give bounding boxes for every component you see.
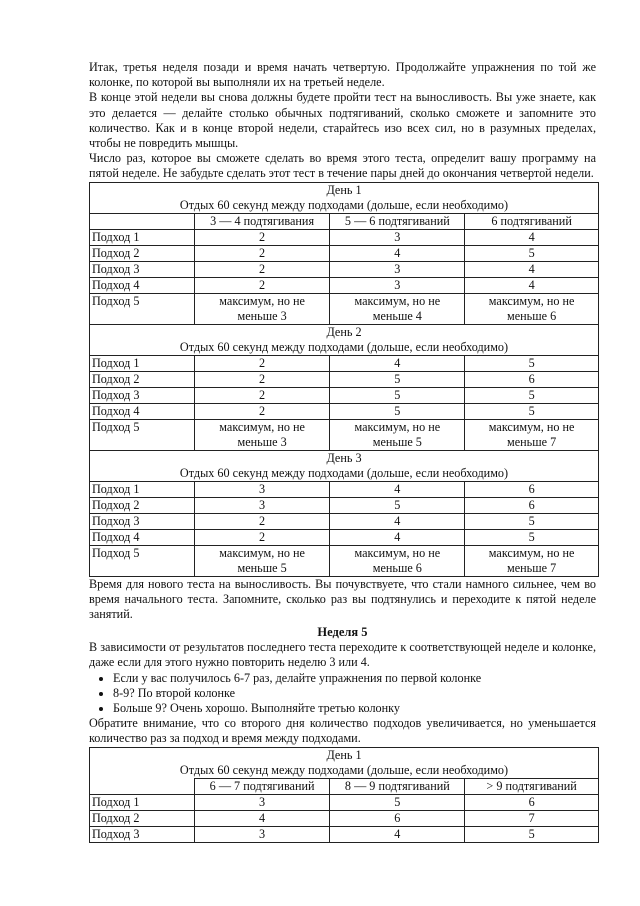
max-prefix: максимум, но не [354, 419, 441, 434]
intro-paragraph-2: В конце этой недели вы снова должны будете пройти тест на выносливость. Вы уже знаете, как это делается — делайте столько обычных подтягиваний, сколько сможете и запомните это количество. Как и в конце второй недели, старайтесь изо всех сил, но в разумных пределах, чтобы не повредить мышцы. [89, 90, 596, 151]
intro-paragraph-3: Число раз, которое вы сможете сделать во время этого теста, определит вашу программу на пятой неделе. Не забудьте сделать этот тест в течение пары дней до окончания четвертой недели. [89, 151, 596, 181]
table-row [90, 293, 599, 324]
set-label: Подход 4 [90, 529, 195, 545]
min-reps: меньше 5 [237, 560, 287, 575]
page [89, 60, 596, 843]
rep-count: 3 [194, 826, 330, 842]
day-title: День 3 [90, 450, 599, 466]
week4-table [89, 182, 599, 577]
min-reps: меньше 7 [507, 434, 557, 449]
set-label: Подход 1 [90, 481, 195, 497]
set-label: Подход 2 [90, 245, 195, 261]
bullet-item: • 8-9? По второй колонке [113, 686, 596, 701]
rep-count: 5 [465, 245, 599, 261]
column-header: 6 — 7 подтягиваний [194, 778, 330, 794]
max-prefix: максимум, но не [354, 293, 441, 308]
rep-count: 2 [194, 371, 330, 387]
max-prefix: максимум, но не [354, 545, 441, 560]
min-reps: меньше 6 [372, 560, 422, 575]
table-row [90, 497, 599, 513]
table-row [90, 529, 599, 545]
table-row [90, 245, 599, 261]
rep-count: 3 [330, 261, 465, 277]
rep-count: 6 [465, 497, 599, 513]
rep-count: 5 [330, 794, 465, 810]
rep-count: 2 [194, 387, 330, 403]
rep-count: 5 [465, 387, 599, 403]
bullet-item: • Если у вас получилось 6-7 раз, делайте упражнения по первой колонке [113, 671, 596, 686]
rest-note: Отдых 60 секунд между подходами (дольше, если необходимо) [90, 340, 599, 356]
max-reps-cell [194, 545, 330, 576]
table-row [90, 794, 599, 810]
table-row [90, 229, 599, 245]
set-label: Подход 2 [90, 497, 195, 513]
min-reps: меньше 3 [237, 434, 287, 449]
table-row [90, 513, 599, 529]
rep-count: 5 [330, 371, 465, 387]
empty-header-cell [90, 213, 195, 229]
min-reps: меньше 7 [507, 560, 557, 575]
rep-count: 5 [465, 826, 599, 842]
rep-count: 6 [465, 481, 599, 497]
column-header: 3 — 4 подтягивания [194, 213, 330, 229]
rep-count: 3 [194, 497, 330, 513]
table-row [90, 261, 599, 277]
max-reps-cell [194, 419, 330, 450]
rest-note: Отдых 60 секунд между подходами (дольше, если необходимо) [90, 466, 599, 482]
rep-count: 2 [194, 229, 330, 245]
table-row [90, 387, 599, 403]
max-reps-cell [465, 419, 599, 450]
table-row [90, 810, 599, 826]
rep-count: 5 [465, 355, 599, 371]
rep-count: 4 [330, 481, 465, 497]
set-label: Подход 4 [90, 403, 195, 419]
max-reps-cell [330, 419, 465, 450]
rep-count: 2 [194, 513, 330, 529]
column-header: > 9 подтягиваний [465, 778, 599, 794]
table-row [90, 277, 599, 293]
set-label: Подход 1 [90, 794, 195, 810]
rep-count: 4 [465, 229, 599, 245]
rest-note: Отдых 60 секунд между подходами (дольше, если необходимо) [90, 763, 599, 779]
rep-count: 3 [330, 229, 465, 245]
day-title: День 1 [90, 182, 599, 198]
week5-note: Обратите внимание, что со второго дня количество подходов увеличивается, но уменьшается количество раз за подход и время между подходами. [89, 716, 596, 746]
max-prefix: максимум, но не [488, 293, 575, 308]
table-row [90, 371, 599, 387]
rep-count: 6 [465, 794, 599, 810]
rep-count: 3 [194, 794, 330, 810]
max-reps-cell [465, 545, 599, 576]
rep-count: 7 [465, 810, 599, 826]
level-bullets [89, 671, 596, 717]
max-reps-cell [330, 293, 465, 324]
rep-count: 4 [330, 826, 465, 842]
set-label: Подход 3 [90, 387, 195, 403]
set-label: Подход 3 [90, 826, 195, 842]
max-reps-cell [330, 545, 465, 576]
bullet-item: • Больше 9? Очень хорошо. Выполняйте третью колонку [113, 701, 596, 716]
rep-count: 2 [194, 355, 330, 371]
rep-count: 4 [465, 277, 599, 293]
rep-count: 5 [465, 513, 599, 529]
day-title: День 2 [90, 324, 599, 340]
set-label: Подход 2 [90, 810, 195, 826]
empty-header-cell [90, 778, 195, 794]
rep-count: 5 [330, 387, 465, 403]
min-reps: меньше 6 [507, 308, 557, 323]
min-reps: меньше 4 [372, 308, 422, 323]
set-label: Подход 3 [90, 261, 195, 277]
rep-count: 2 [194, 245, 330, 261]
set-label: Подход 4 [90, 277, 195, 293]
rest-note: Отдых 60 секунд между подходами (дольше, если необходимо) [90, 198, 599, 214]
table-row [90, 545, 599, 576]
set-label: Подход 2 [90, 371, 195, 387]
max-prefix: максимум, но не [488, 545, 575, 560]
max-prefix: максимум, но не [219, 293, 305, 308]
rep-count: 2 [194, 529, 330, 545]
column-header: 6 подтягиваний [465, 213, 599, 229]
rep-count: 5 [465, 403, 599, 419]
rep-count: 5 [330, 497, 465, 513]
min-reps: меньше 3 [237, 308, 287, 323]
rep-count: 4 [330, 245, 465, 261]
max-reps-cell [194, 293, 330, 324]
max-prefix: максимум, но не [488, 419, 575, 434]
column-header: 5 — 6 подтягиваний [330, 213, 465, 229]
table-row [90, 419, 599, 450]
rep-count: 4 [330, 513, 465, 529]
rep-count: 3 [194, 481, 330, 497]
max-prefix: максимум, но не [219, 419, 305, 434]
intro-paragraph-1: Итак, третья неделя позади и время начать четвертую. Продолжайте упражнения по той же колонке, по которой вы выполняли их на третьей неделе. [89, 60, 596, 90]
rep-count: 2 [194, 261, 330, 277]
rep-count: 3 [330, 277, 465, 293]
rep-count: 4 [465, 261, 599, 277]
min-reps: меньше 5 [372, 434, 422, 449]
set-label: Подход 3 [90, 513, 195, 529]
column-header: 8 — 9 подтягиваний [330, 778, 465, 794]
week5-intro: В зависимости от результатов последнего теста переходите к соответствующей неделе и колонке, даже если для этого нужно повторить неделю 3 или 4. [89, 640, 596, 670]
week5-table [89, 747, 599, 843]
set-label: Подход 1 [90, 355, 195, 371]
max-prefix: максимум, но не [219, 545, 305, 560]
rep-count: 4 [194, 810, 330, 826]
rep-count: 2 [194, 277, 330, 293]
table-row [90, 403, 599, 419]
table-row [90, 826, 599, 842]
rep-count: 5 [465, 529, 599, 545]
set-label: Подход 5 [90, 419, 195, 450]
max-reps-cell [465, 293, 599, 324]
rep-count: 5 [330, 403, 465, 419]
set-label: Подход 5 [90, 293, 195, 324]
set-label: Подход 5 [90, 545, 195, 576]
rep-count: 4 [330, 529, 465, 545]
rep-count: 4 [330, 355, 465, 371]
table-row [90, 481, 599, 497]
after-test-paragraph: Время для нового теста на выносливость. Вы почувствуете, что стали намного сильнее, чем во время начального теста. Запомните, сколько раз вы подтянулись и переходите к пятой неделе занятий. [89, 576, 596, 622]
rep-count: 2 [194, 403, 330, 419]
week5-heading: Неделя 5 [317, 625, 368, 640]
day-title: День 1 [90, 747, 599, 763]
table-row [90, 355, 599, 371]
rep-count: 6 [330, 810, 465, 826]
rep-count: 6 [465, 371, 599, 387]
set-label: Подход 1 [90, 229, 195, 245]
